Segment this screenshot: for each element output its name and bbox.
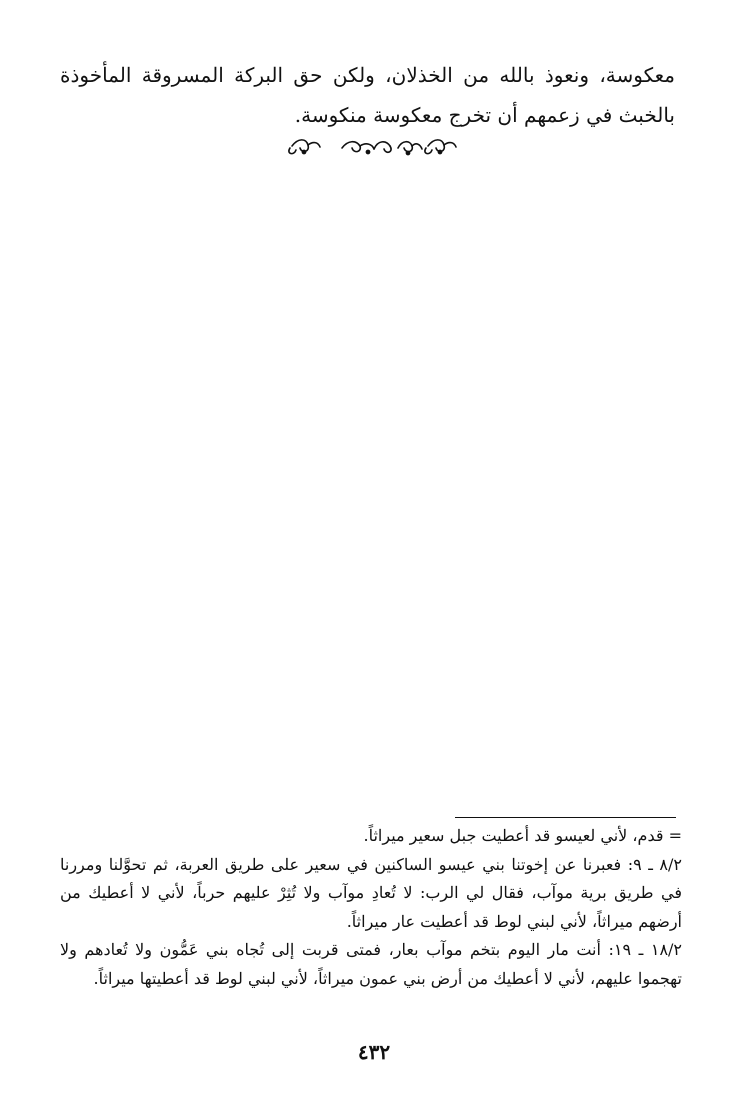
footnote-continuation: = قدم، لأني لعيسو قد أعطيت جبل سعير ميراثاً. xyxy=(363,826,682,845)
footnote-1 xyxy=(60,851,682,937)
footnote-divider xyxy=(455,817,676,818)
footnote-2 xyxy=(60,936,682,993)
footnote-1-reference: ٨/٢ ـ ٩: xyxy=(627,854,682,874)
main-text xyxy=(60,55,675,135)
floral-ornament-divider-icon xyxy=(250,132,500,160)
footnote-2-reference: ١٨/٢ ـ ١٩: xyxy=(608,940,683,959)
page-number: ٤٣٢ xyxy=(357,1040,391,1064)
body-paragraph: معكوسة، ونعوذ بالله من الخذلان، ولكن حق البركة المسروقة المأخوذة بالخبث في زعمهم أن تخرج معكوسة منكوسة. xyxy=(60,63,675,127)
footnotes xyxy=(60,822,682,993)
footnote-2-text: أنت مار اليوم بتخم موآب بعار، فمتى قربت إلى تُجاه بني عَمُّون ولا تُعادهم ولا تهجموا عليهم، لأني لا أعطيك من أرض بني عمون ميراثاً، لأني لبني لوط قد أعطيتها ميراثاً. xyxy=(60,940,682,988)
footnote-1-text: فعبرنا عن إخوتنا بني عيسو الساكنين في سعير على طريق العربة، ثم تحوَّلنا ومررنا في طريق برية موآب، فقال لي الرب: لا تُعادِ موآب ولا تُثِرْ عليهم حرباً، لأني لا أعطيك من أرضهم ميراثاً، لأني لبني لوط قد أعطيت عار ميراثاً. xyxy=(60,854,683,931)
